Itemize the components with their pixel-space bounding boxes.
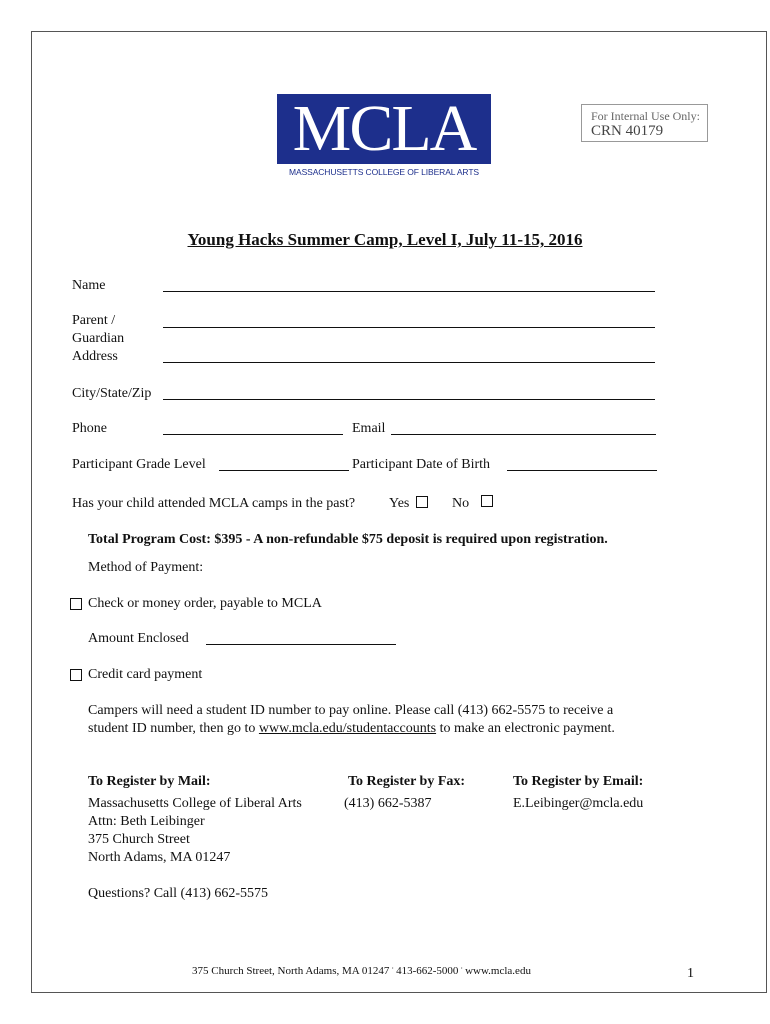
name-field[interactable] [163, 291, 655, 292]
fax-number: (413) 662-5387 [344, 796, 432, 811]
parent-label: Parent / [72, 313, 116, 328]
footer-address: 375 Church Street, North Adams, MA 01247 [192, 965, 390, 977]
footer-separator-1: · [389, 964, 397, 973]
register-email-address[interactable]: E.Leibinger@mcla.edu [513, 796, 644, 811]
internal-use-label: For Internal Use Only: [591, 109, 700, 123]
mail-line-3: 375 Church Street [88, 832, 190, 847]
check-checkbox[interactable] [70, 598, 82, 610]
grade-label: Participant Grade Level [72, 457, 206, 472]
campers-note-line1: Campers will need a student ID number to pay online. Please call (413) 662-5575 to receive a [88, 703, 614, 718]
email-label: Email [352, 421, 386, 436]
name-label: Name [72, 278, 106, 293]
attended-yes-label: Yes [389, 496, 410, 511]
address-label: Address [72, 349, 118, 364]
page-number: 1 [687, 966, 694, 981]
internal-use-box [581, 104, 708, 142]
campers-note-line2 [88, 721, 615, 737]
email-field[interactable] [391, 434, 656, 435]
footer-phone: 413-662-5000 [396, 965, 459, 977]
register-fax-title: To Register by Fax: [348, 774, 466, 789]
campers-note-post: to make an electronic payment. [436, 721, 615, 736]
city-field[interactable] [163, 399, 655, 400]
form-title: Young Hacks Summer Camp, Level I, July 11-15, 2016 [187, 230, 583, 249]
dob-label: Participant Date of Birth [352, 457, 491, 472]
payment-method-label: Method of Payment: [88, 560, 204, 575]
phone-label: Phone [72, 421, 107, 436]
campers-note-pre: student ID number, then go to [88, 721, 259, 736]
attended-question: Has your child attended MCLA camps in the past? [72, 496, 356, 511]
credit-checkbox[interactable] [70, 669, 82, 681]
credit-option-label: Credit card payment [88, 667, 203, 682]
register-mail-title: To Register by Mail: [88, 774, 211, 789]
check-option-label: Check or money order, payable to MCLA [88, 596, 322, 611]
city-label: City/State/Zip [72, 386, 152, 401]
mcla-logo [277, 94, 491, 164]
logo-text: MCLA [292, 92, 476, 165]
attended-yes-checkbox[interactable] [416, 496, 428, 508]
footer-web: www.mcla.edu [465, 965, 531, 977]
logo-subtitle: MASSACHUSETTS COLLEGE OF LIBERAL ARTS [289, 167, 479, 177]
dob-field[interactable] [507, 470, 657, 471]
parent-name-field[interactable] [163, 327, 655, 328]
program-cost: Total Program Cost: $395 - A non-refundable $75 deposit is required upon registration. [88, 532, 608, 547]
attended-no-label: No [452, 496, 470, 511]
amount-field[interactable] [206, 644, 396, 645]
mail-line-1: Massachusetts College of Liberal Arts [88, 796, 302, 811]
address-field[interactable] [163, 362, 655, 363]
mail-line-2: Attn: Beth Leibinger [88, 814, 205, 829]
amount-label: Amount Enclosed [88, 631, 189, 646]
questions-line: Questions? Call (413) 662-5575 [88, 886, 269, 901]
crn-number: CRN 40179 [591, 123, 664, 139]
mail-line-4: North Adams, MA 01247 [88, 850, 231, 865]
grade-field[interactable] [219, 470, 349, 471]
guardian-label: Guardian [72, 331, 125, 346]
attended-no-checkbox[interactable] [481, 495, 493, 507]
footer [192, 964, 531, 977]
footer-separator-2: · [458, 964, 466, 973]
student-accounts-link[interactable]: www.mcla.edu/studentaccounts [258, 721, 437, 736]
phone-field[interactable] [163, 434, 343, 435]
register-email-title: To Register by Email: [513, 774, 644, 789]
